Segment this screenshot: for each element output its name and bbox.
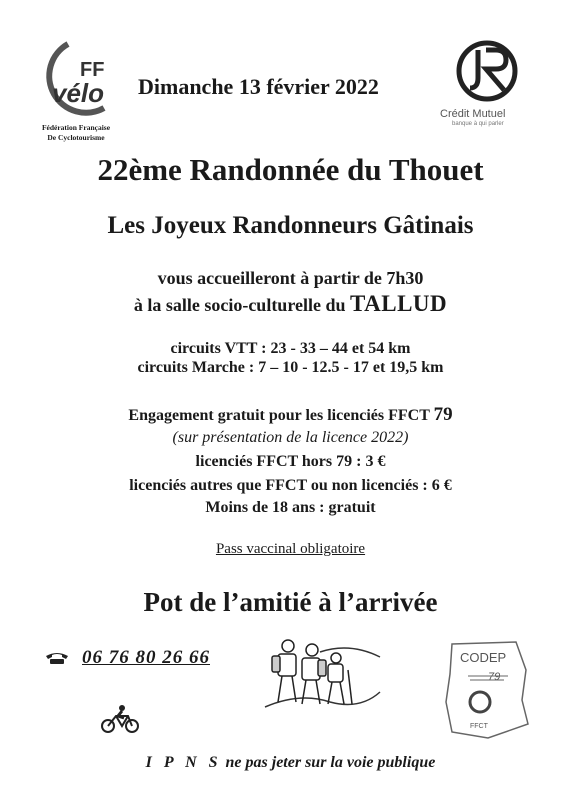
welcome-venue-name: TALLUD (350, 291, 448, 316)
fee-ffct-outside: licenciés FFCT hors 79 : 3 € (195, 453, 386, 470)
pass-notice-text: Pass vaccinal obligatoire (215, 541, 366, 557)
fee-others: licenciés autres que FFCT ou non licenciés : 6 € (129, 477, 452, 494)
welcome-line-2 (0, 291, 581, 317)
codep-logo-number: 79 (488, 671, 501, 683)
cyclist-icon (100, 704, 140, 734)
welcome-venue-prefix: à la salle socio-culturelle du (133, 295, 346, 315)
ffvelo-caption-line2: De Cyclotourisme (47, 133, 105, 142)
credit-mutuel-name (440, 108, 505, 120)
fee-free-line (0, 404, 581, 426)
phone-number[interactable]: 06 76 80 26 66 (82, 647, 210, 668)
circuits-vtt: circuits VTT : 23 - 33 – 44 et 54 km (170, 340, 411, 357)
event-date: Dimanche 13 février 2022 (138, 74, 379, 99)
codep-logo (438, 640, 532, 740)
credit-mutuel-name-part2: Mutuel (472, 108, 506, 120)
ipns-notice (0, 754, 581, 772)
ipns-label: I P N S (145, 754, 222, 771)
fee-minors: Moins de 18 ans : gratuit (205, 499, 376, 516)
codep-logo-sub: FFCT (470, 723, 488, 730)
credit-mutuel-name-part1: Crédit (440, 108, 470, 120)
fee-free-text: Engagement gratuit pour les licenciés FFCT (128, 407, 430, 424)
fee-note: (sur présentation de la licence 2022) (172, 429, 409, 446)
event-title: 22ème Randonnée du Thouet (97, 152, 484, 187)
circuits-marche: circuits Marche : 7 – 10 - 12.5 - 17 et 19,5 km (137, 359, 444, 376)
phone-row (44, 647, 210, 669)
welcome-line-1: vous accueilleront à partir de 7h30 (157, 268, 424, 288)
credit-mutuel-tagline: banque à qui parler (452, 121, 504, 127)
closing-line: Pot de l’amitié à l’arrivée (143, 587, 438, 617)
telephone-icon (44, 651, 70, 665)
codep-logo-name: CODEP (460, 650, 507, 665)
credit-mutuel-logo (448, 38, 526, 104)
ffvelo-caption-line1: Fédération Française (41, 123, 111, 132)
club-name: Les Joyeux Randonneurs Gâtinais (107, 212, 474, 239)
ipns-text: ne pas jeter sur la voie publique (221, 754, 436, 771)
hikers-illustration (260, 632, 385, 712)
ffvelo-logo-ff: FF (80, 59, 105, 81)
ffvelo-caption (22, 123, 130, 143)
ffvelo-logo (28, 38, 138, 118)
pass-notice (0, 541, 581, 558)
ffvelo-logo-velo: vélo (52, 78, 105, 108)
fee-free-dept: 79 (433, 404, 453, 425)
